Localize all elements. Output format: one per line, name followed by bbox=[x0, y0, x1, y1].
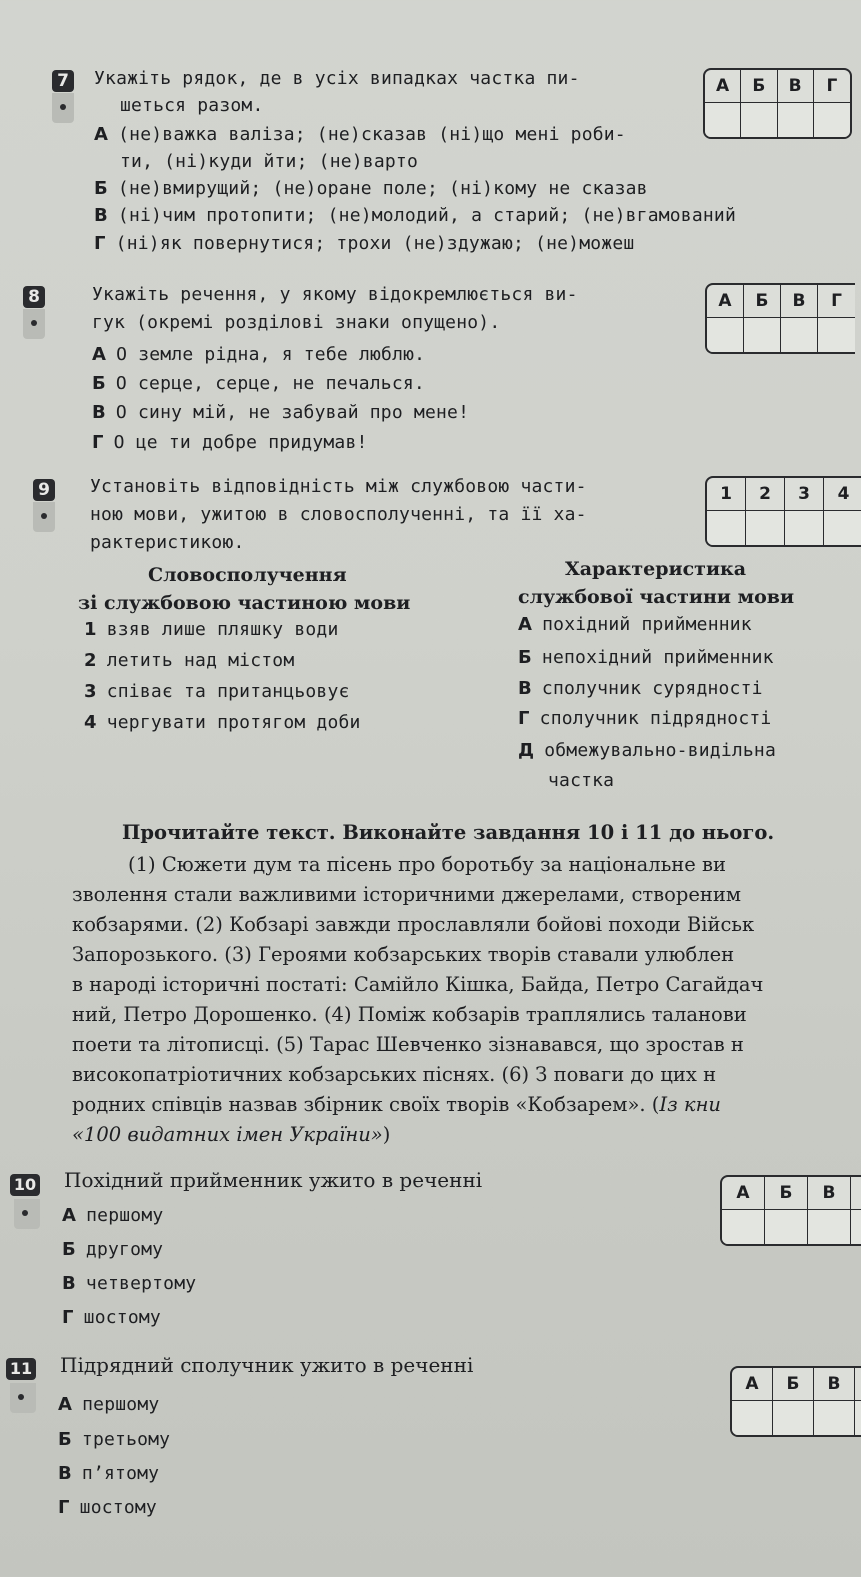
matching-item-continuation: частка bbox=[548, 770, 615, 791]
bullet-marker bbox=[10, 1383, 36, 1413]
answer-option-continuation: ти, (ні)куди йти; (не)варто bbox=[120, 151, 418, 172]
source-reference: Із кни bbox=[659, 1093, 721, 1116]
grid-header: 3 bbox=[785, 478, 824, 511]
answer-cell[interactable] bbox=[781, 318, 818, 352]
grid-header: В bbox=[814, 1368, 855, 1401]
passage-line: Запорозького. (3) Героями кобзарських творів ставали улюблен bbox=[72, 943, 735, 966]
grid-header: Б bbox=[773, 1368, 814, 1401]
answer-option: В п’ятому bbox=[58, 1463, 160, 1484]
answer-cell[interactable] bbox=[814, 103, 850, 137]
passage-line: в народі історичні постаті: Самійло Кішка, Байда, Петро Сагайдач bbox=[72, 973, 764, 996]
grid-header: 1 bbox=[707, 478, 746, 511]
grid-header: В bbox=[778, 70, 814, 103]
answer-cell[interactable] bbox=[814, 1401, 855, 1435]
column-heading: зі службовою частиною мови bbox=[78, 592, 411, 614]
answer-option: Б третьому bbox=[58, 1429, 171, 1450]
grid-header: А bbox=[705, 70, 741, 103]
question-prompt: Похідний прийменник ужито в реченні bbox=[64, 1168, 483, 1192]
answer-cell[interactable] bbox=[707, 511, 746, 545]
bullet-marker bbox=[14, 1199, 40, 1229]
answer-cell[interactable] bbox=[818, 318, 855, 352]
question-prompt: шеться разом. bbox=[120, 95, 264, 116]
answer-cell[interactable] bbox=[765, 1210, 808, 1244]
reading-passage bbox=[72, 850, 861, 1150]
answer-option: Г О це ти добре придумав! bbox=[92, 432, 368, 453]
question-number-badge: 9 bbox=[33, 479, 55, 501]
answer-option: Г (ні)як повернутися; трохи (не)здужаю; (не)можеш bbox=[94, 233, 635, 254]
matching-item: Г сполучник підрядності bbox=[518, 708, 772, 729]
answer-cell[interactable] bbox=[778, 103, 814, 137]
passage-line: родних співців назвав збірник своїх творів «Кобзарем». (Із кни bbox=[72, 1093, 721, 1116]
matching-item: 4 чергувати протягом доби bbox=[84, 712, 361, 733]
question-prompt: гук (окремі розділові знаки опущено). bbox=[92, 312, 501, 333]
answer-cell[interactable] bbox=[707, 318, 744, 352]
passage-line: (1) Сюжети дум та пісень про боротьбу за національне ви bbox=[128, 853, 727, 876]
answer-option: Б О серце, серце, не печалься. bbox=[92, 373, 425, 394]
answer-option: Б (не)вмирущий; (не)оране поле; (ні)кому не сказав bbox=[94, 178, 648, 199]
answer-option: А О земле рідна, я тебе люблю. bbox=[92, 344, 426, 365]
answer-cell[interactable] bbox=[705, 103, 741, 137]
question-prompt: Установіть відповідність між службовою части- bbox=[90, 476, 587, 497]
answer-grid bbox=[705, 283, 855, 354]
answer-grid bbox=[720, 1175, 861, 1246]
answer-option: А першому bbox=[58, 1394, 160, 1415]
bullet-marker bbox=[23, 309, 45, 339]
question-prompt: Укажіть рядок, де в усіх випадках частка пи- bbox=[94, 68, 580, 89]
grid-header: Б bbox=[765, 1177, 808, 1210]
grid-header: В bbox=[781, 285, 818, 318]
answer-option: В четвертому bbox=[62, 1273, 197, 1294]
answer-cell[interactable] bbox=[773, 1401, 814, 1435]
column-heading: Характеристика bbox=[565, 558, 747, 580]
matching-item: Д обмежувально-видільна bbox=[518, 740, 777, 761]
answer-option: А першому bbox=[62, 1205, 164, 1226]
answer-grid bbox=[730, 1366, 861, 1437]
matching-item: 2 летить над містом bbox=[84, 650, 295, 671]
passage-line: ний, Петро Дорошенко. (4) Поміж кобзарів траплялись таланови bbox=[72, 1003, 747, 1026]
question-number-badge: 11 bbox=[6, 1358, 36, 1380]
passage-line: високопатріотичних кобзарських піснях. (6) З поваги до цих н bbox=[72, 1063, 717, 1086]
grid-header: А bbox=[732, 1368, 773, 1401]
bullet-marker bbox=[52, 93, 74, 123]
answer-cell[interactable] bbox=[785, 511, 824, 545]
passage-line: кобзарями. (2) Кобзарі завжди прославляли бойові походи Військ bbox=[72, 913, 755, 936]
answer-option: Б другому bbox=[62, 1239, 164, 1260]
grid-header: А bbox=[707, 285, 744, 318]
answer-grid bbox=[705, 476, 861, 547]
grid-header: 2 bbox=[746, 478, 785, 511]
answer-option: В (ні)чим протопити; (не)молодий, а старий; (не)вгамований bbox=[94, 205, 736, 226]
source-reference: «100 видатних імен України» bbox=[72, 1123, 383, 1146]
question-number-badge: 10 bbox=[10, 1174, 40, 1196]
answer-option: Г шостому bbox=[62, 1307, 161, 1328]
question-prompt: ною мови, ужитою в словосполученні, та її ха- bbox=[90, 504, 587, 525]
question-number-badge: 7 bbox=[52, 70, 74, 92]
answer-cell[interactable] bbox=[824, 511, 861, 545]
grid-header: Г bbox=[814, 70, 850, 103]
question-number-badge: 8 bbox=[23, 286, 45, 308]
answer-cell[interactable] bbox=[746, 511, 785, 545]
matching-item: В сполучник сурядності bbox=[518, 678, 763, 699]
answer-option: А (не)важка валіза; (не)сказав (ні)що мені роби- bbox=[94, 124, 626, 145]
grid-header: 4 bbox=[824, 478, 861, 511]
question-prompt: Укажіть речення, у якому відокремлюється ви- bbox=[92, 284, 578, 305]
answer-option: Г шостому bbox=[58, 1497, 157, 1518]
answer-cell[interactable] bbox=[741, 103, 777, 137]
answer-cell[interactable] bbox=[732, 1401, 773, 1435]
grid-header: Б bbox=[741, 70, 777, 103]
answer-cell[interactable] bbox=[808, 1210, 851, 1244]
question-prompt: Підрядний сполучник ужито в реченні bbox=[60, 1353, 474, 1377]
passage-line: поети та літописці. (5) Тарас Шевченко зізнавався, що зростав н bbox=[72, 1033, 744, 1056]
matching-item: Б непохідний прийменник bbox=[518, 647, 774, 668]
answer-cell[interactable] bbox=[722, 1210, 765, 1244]
answer-option: В О сину мій, не забувай про мене! bbox=[92, 402, 470, 423]
matching-item: 1 взяв лише пляшку води bbox=[84, 619, 339, 640]
passage-line: «100 видатних імен України») bbox=[72, 1123, 391, 1146]
matching-item: 3 співає та пританцьовує bbox=[84, 681, 350, 702]
grid-header: А bbox=[722, 1177, 765, 1210]
grid-header: В bbox=[808, 1177, 851, 1210]
passage-heading: Прочитайте текст. Виконайте завдання 10 і 11 до нього. bbox=[122, 821, 775, 844]
grid-header: Г bbox=[818, 285, 855, 318]
grid-header: Б bbox=[744, 285, 781, 318]
answer-grid bbox=[703, 68, 852, 139]
bullet-marker bbox=[33, 502, 55, 532]
passage-line: зволення стали важливими історичними джерелами, створеним bbox=[72, 883, 742, 906]
answer-cell[interactable] bbox=[744, 318, 781, 352]
question-prompt: рактеристикою. bbox=[90, 532, 245, 553]
matching-item: А похідний прийменник bbox=[518, 614, 752, 635]
column-heading: Словосполучення bbox=[148, 564, 347, 586]
column-heading: службової частини мови bbox=[518, 586, 795, 608]
